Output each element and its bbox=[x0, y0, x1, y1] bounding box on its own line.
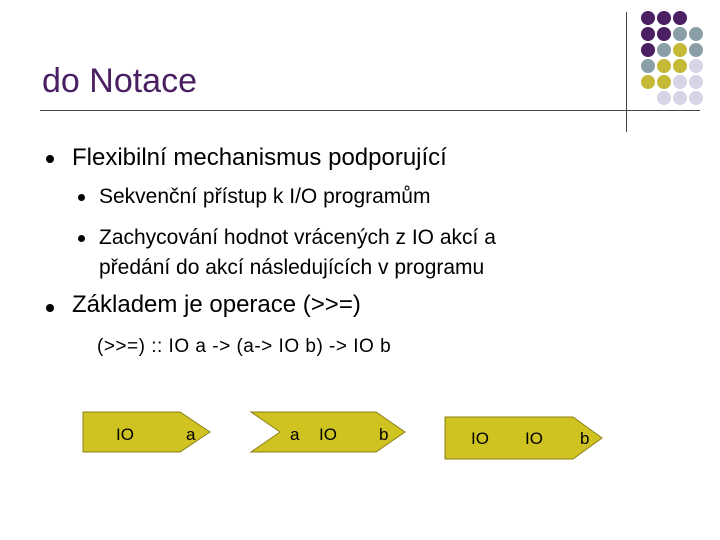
decorative-dot bbox=[657, 91, 671, 105]
bullet-dot bbox=[46, 304, 54, 312]
io-shape-1-a-label: a bbox=[186, 425, 196, 444]
io-shape-1-io-label: IO bbox=[116, 425, 134, 444]
decorative-dot bbox=[657, 59, 671, 73]
bullet-dot bbox=[46, 155, 54, 163]
decorative-dot bbox=[673, 75, 687, 89]
decorative-dot bbox=[657, 75, 671, 89]
decorative-dot bbox=[689, 91, 703, 105]
decorative-dot bbox=[657, 11, 671, 25]
io-shape-3 bbox=[445, 417, 602, 459]
decorative-dot bbox=[641, 11, 655, 25]
decorative-dot bbox=[673, 59, 687, 73]
decorative-dot bbox=[673, 11, 687, 25]
io-diagram bbox=[0, 400, 720, 460]
vertical-divider bbox=[626, 12, 627, 132]
sub-bullet-dot bbox=[78, 194, 85, 201]
io-shape-2-a-label: a bbox=[290, 425, 300, 444]
title-divider bbox=[40, 110, 700, 111]
io-shape-3-b-label: b bbox=[580, 429, 590, 448]
io-shape-3-io1-label: IO bbox=[471, 429, 489, 448]
io-shape-2-b-label: b bbox=[379, 425, 389, 444]
decorative-dot bbox=[689, 43, 703, 57]
bind-type-signature: (>>=) :: IO a -> (a-> IO b) -> IO b bbox=[97, 336, 392, 357]
decorative-dot bbox=[673, 43, 687, 57]
decorative-dot bbox=[689, 75, 703, 89]
decorative-dot bbox=[689, 59, 703, 73]
sub-bullet-dot bbox=[78, 235, 85, 242]
slide-title: do Notace bbox=[42, 62, 197, 100]
sub-bullet-2-continued: předání do akcí následujících v programu bbox=[99, 256, 485, 279]
decorative-dot bbox=[641, 27, 655, 41]
sub-bullet-1: Sekvenční přístup k I/O programům bbox=[99, 185, 431, 208]
decorative-dot bbox=[657, 43, 671, 57]
decorative-dot bbox=[673, 27, 687, 41]
sub-bullet-2: Zachycování hodnot vrácených z IO akcí a bbox=[99, 226, 496, 249]
decorative-dot bbox=[689, 27, 703, 41]
decorative-dot-grid bbox=[640, 10, 720, 120]
bullet-text-1: Flexibilní mechanismus podporující bbox=[72, 144, 447, 171]
decorative-dot bbox=[673, 91, 687, 105]
io-shape-2-io-label: IO bbox=[319, 425, 337, 444]
decorative-dot bbox=[641, 59, 655, 73]
decorative-dot bbox=[641, 75, 655, 89]
bullet-text-2: Základem je operace (>>=) bbox=[72, 291, 361, 318]
decorative-dot bbox=[641, 43, 655, 57]
io-shape-3-io2-label: IO bbox=[525, 429, 543, 448]
decorative-dot bbox=[657, 27, 671, 41]
